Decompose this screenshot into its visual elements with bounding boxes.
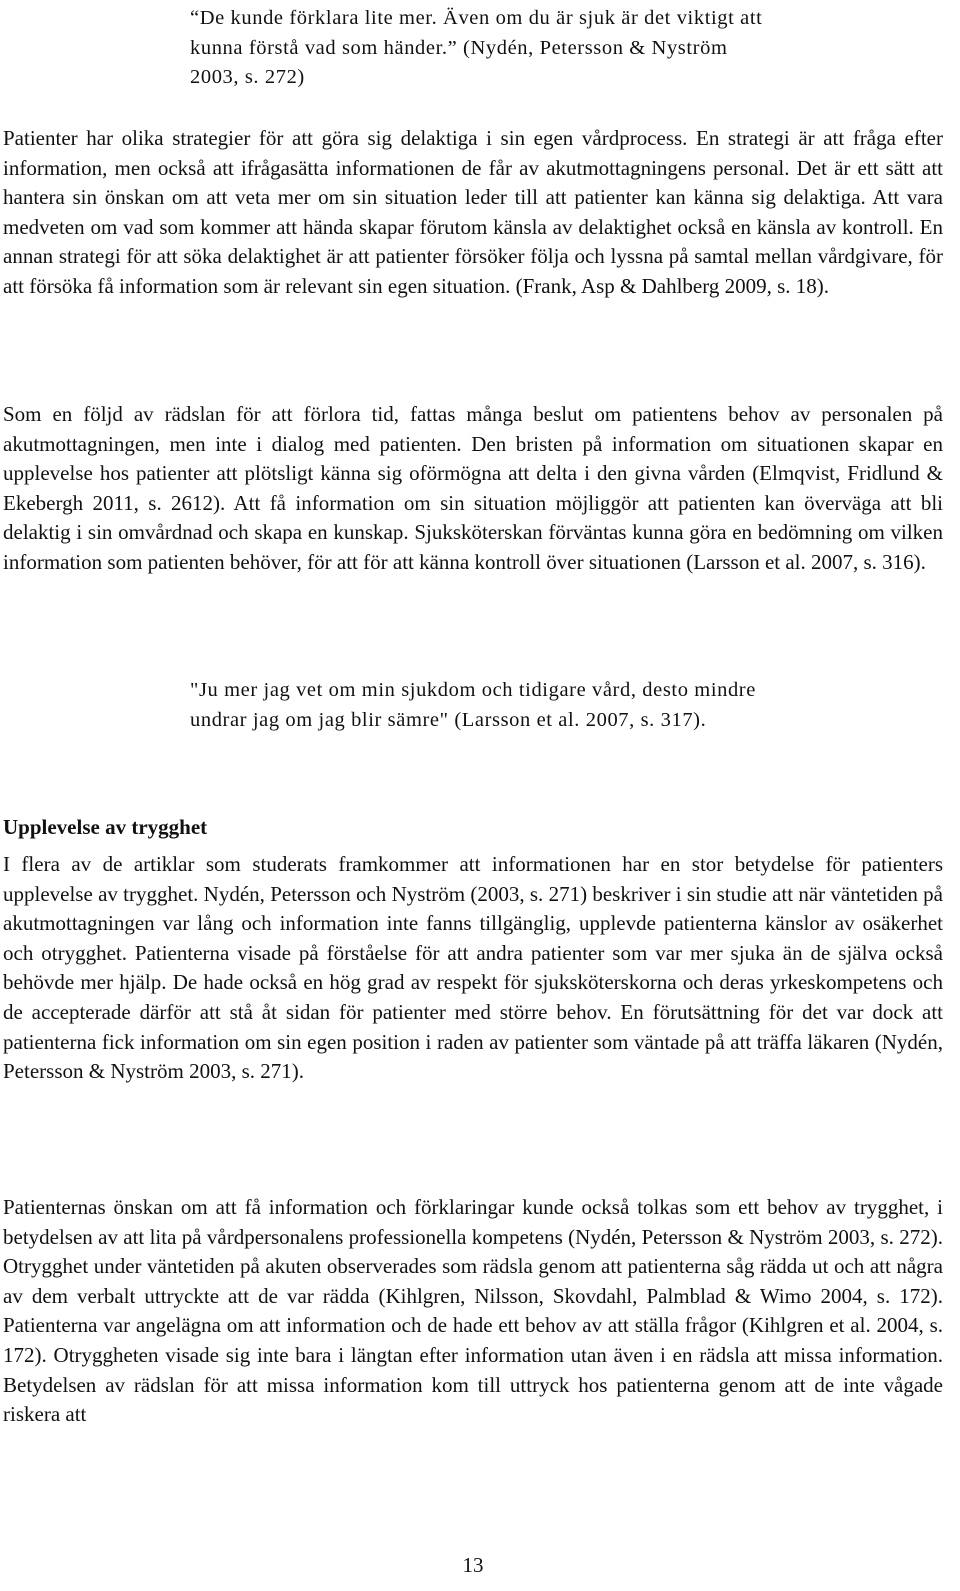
body-paragraph: Patienternas önskan om att få information och förklaringar kunde också tolkas som ett behov av trygghet, i betydelsen av att lita på vårdpersonalens professionella kompetens (Nydén, Petersson & Nyström 2003, s. 272). Otrygghet under väntetiden på akuten observerades som rädsla genom att patienterna såg rädda ut och att några av dem verbalt uttryckte att de var rädda (Kihlgren, Nilsson, Skovdahl, Palmblad & Wimo 2004, s. 172). Patienterna var angelägna om att information och de hade ett behov av att ställa frågor (Kihlgren et al. 2004, s. 172). Otryggheten visade sig inte bara i längtan efter information utan även i en rädsla att missa information. Betydelsen av rädslan för att missa information kom till uttryck hos patienterna genom att de inte vågade riskera att (3, 1195, 943, 1427)
block-quote: “De kunde förklara lite mer. Även om du är sjuk är det viktigt att kunna förstå vad som händer.” (Nydén, Petersson & Nyström 2003, s. 272) (190, 7, 763, 88)
body-paragraph: Som en följd av rädslan för att förlora tid, fattas många beslut om patientens behov av personalen på akutmottagningen, men inte i dialog med patienten. Den bristen på information om situationen skapar en upplevelse hos patienter att plötsligt känna sig oförmögna att delta i den givna vården (Elmqvist, Fridlund & Ekebergh 2011, s. 2612). Att få information om sin situation möjliggör att patienten kan överväga att bli delaktig i sin omvårdnad och skapa en kunskap. Sjuksköterskan förväntas kunna göra en bedömning om vilken information som patienten behöver, för att för att känna kontroll över situationen (Larsson et al. 2007, s. 316). (3, 402, 943, 574)
body-paragraph: I flera av de artiklar som studerats framkommer att informationen har en stor betydelse för patienters upplevelse av trygghet. Nydén, Petersson och Nyström (2003, s. 271) beskriver i sin studie att när väntetiden på akutmottagningen var lång och information inte fanns tillgänglig, upplevde patienterna känslor av osäkerhet och otrygghet. Patienterna visade på förståelse för att andra patienter som var mer sjuka än de själva också behövde mer hjälp. De hade också en hög grad av respekt för sjuksköterskorna och deras yrkeskompetens och de accepterade därför att stå åt sidan för patienter med större behov. En förutsättning för det var dock att patienterna fick information om sin egen position i raden av patienter som väntade på att träffa läkaren (Nydén, Petersson & Nyström 2003, s. 271). (3, 852, 943, 1084)
block-quote: "Ju mer jag vet om min sjukdom och tidigare vård, desto mindre undrar jag om jag blir sämre" (Larsson et al. 2007, s. 317). (190, 679, 756, 731)
section-heading: Upplevelse av trygghet (3, 815, 208, 839)
page-number: 13 (462, 1553, 484, 1577)
body-paragraph: Patienter har olika strategier för att göra sig delaktiga i sin egen vårdprocess. En strategi är att fråga efter information, men också att ifrågasätta informationen de får av akutmottagningens personal. Det är ett sätt att hantera sin önskan om att veta mer om sin situation leder till att patienter kan känna sig delaktiga. Att vara medveten om vad som kommer att hända skapar förutom känsla av delaktighet också en känsla av kontroll. En annan strategi för att söka delaktighet är att patienter försöker följa och lyssna på samtal mellan vårdgivare, för att försöka få information som är relevant sin egen situation. (Frank, Asp & Dahlberg 2009, s. 18). (3, 126, 943, 298)
